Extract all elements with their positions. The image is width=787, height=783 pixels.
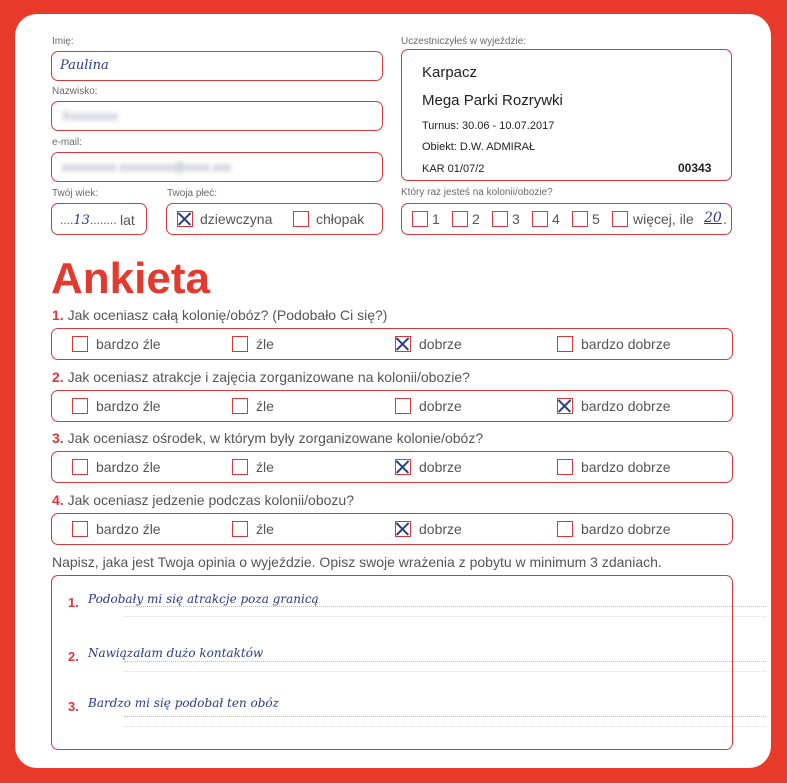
rating-row-3 bbox=[51, 451, 733, 483]
times-checkbox-3[interactable] bbox=[492, 211, 508, 227]
rating-checkbox-1-4[interactable] bbox=[557, 336, 573, 352]
surname-label: Nazwisko: bbox=[52, 86, 98, 97]
rating-option-label: dobrze bbox=[419, 398, 462, 414]
times-checkbox-4[interactable] bbox=[532, 211, 548, 227]
times-group bbox=[401, 203, 732, 235]
rating-checkbox-4-4[interactable] bbox=[557, 521, 573, 537]
surname-field[interactable] bbox=[51, 101, 383, 131]
question-text: Jak oceniasz atrakcje i zajęcia zorganizowane na kolonii/obozie? bbox=[67, 369, 470, 385]
trip-name: Mega Parki Rozrywki bbox=[422, 92, 563, 109]
rating-checkbox-3-1[interactable] bbox=[72, 459, 88, 475]
gender-group bbox=[166, 203, 383, 235]
answer-line-3 bbox=[124, 716, 766, 717]
answer-line-3b bbox=[124, 726, 766, 727]
times-option-1: 1 bbox=[432, 211, 440, 227]
rating-option-label: dobrze bbox=[419, 521, 462, 537]
age-unit: lat bbox=[120, 212, 135, 228]
answer-text-1: Podobały mi się atrakcje poza granicą bbox=[88, 592, 319, 606]
times-checkbox-5[interactable] bbox=[572, 211, 588, 227]
rating-option-label: bardzo dobrze bbox=[581, 521, 671, 537]
rating-checkbox-1-1[interactable] bbox=[72, 336, 88, 352]
age-field[interactable] bbox=[51, 203, 147, 235]
rating-checkbox-4-3[interactable] bbox=[395, 521, 411, 537]
rating-checkbox-1-3[interactable] bbox=[395, 336, 411, 352]
email-field[interactable] bbox=[51, 152, 383, 182]
rating-checkbox-3-2[interactable] bbox=[232, 459, 248, 475]
question-3 bbox=[52, 430, 483, 446]
question-1 bbox=[52, 307, 387, 323]
obiekt-value: D.W. ADMIRAŁ bbox=[459, 141, 536, 153]
question-number: 1. bbox=[52, 307, 64, 323]
trip-code: KAR 01/07/2 bbox=[422, 163, 485, 175]
turnus-label: Turnus: bbox=[422, 120, 459, 132]
gender-option-boy: chłopak bbox=[316, 211, 365, 227]
rating-row-1 bbox=[51, 328, 733, 360]
rating-option-label: bardzo źle bbox=[96, 521, 161, 537]
gender-option-girl: dziewczyna bbox=[200, 211, 273, 227]
age-dots-left: .... bbox=[60, 213, 74, 227]
answer-number-2: 2. bbox=[68, 649, 79, 664]
question-text: Jak oceniasz całą kolonię/obóz? (Podobało Ci się?) bbox=[67, 307, 388, 323]
trip-label: Uczestniczyłeś w wyjeździe: bbox=[401, 36, 527, 47]
turnus-value: 30.06 - 10.07.2017 bbox=[461, 120, 555, 132]
question-text: Jak oceniasz jedzenie podczas kolonii/obozu? bbox=[67, 492, 354, 508]
rating-checkbox-2-4[interactable] bbox=[557, 398, 573, 414]
rating-row-4 bbox=[51, 513, 733, 545]
name-value: Paulina bbox=[60, 58, 109, 73]
times-option-3: 3 bbox=[512, 211, 520, 227]
age-value: 13 bbox=[73, 213, 90, 228]
gender-label: Twoja płeć: bbox=[167, 188, 218, 199]
email-label: e-mail: bbox=[52, 137, 83, 148]
question-text: Jak oceniasz ośrodek, w którym były zorganizowane kolonie/obóz? bbox=[67, 430, 484, 446]
opinion-box[interactable] bbox=[51, 575, 733, 750]
name-field[interactable] bbox=[51, 51, 383, 81]
survey-title: Ankieta bbox=[51, 254, 210, 303]
email-value-blurred: xxxxxxxxx.xxxxxxxxx@xxxx.xxx bbox=[62, 160, 231, 174]
rating-option-label: źle bbox=[256, 521, 274, 537]
gender-checkbox-boy[interactable] bbox=[293, 211, 309, 227]
rating-option-label: źle bbox=[256, 459, 274, 475]
rating-option-label: dobrze bbox=[419, 459, 462, 475]
rating-option-label: źle bbox=[256, 336, 274, 352]
rating-checkbox-4-1[interactable] bbox=[72, 521, 88, 537]
times-option-5: 5 bbox=[592, 211, 600, 227]
age-label: Twój wiek: bbox=[52, 188, 99, 199]
rating-row-2 bbox=[51, 390, 733, 422]
answer-line-2b bbox=[124, 671, 766, 672]
times-checkbox-2[interactable] bbox=[452, 211, 468, 227]
answer-line-1b bbox=[124, 616, 766, 617]
trip-city: Karpacz bbox=[422, 64, 478, 81]
rating-option-label: bardzo dobrze bbox=[581, 459, 671, 475]
trip-number: 00343 bbox=[678, 161, 712, 175]
rating-checkbox-3-3[interactable] bbox=[395, 459, 411, 475]
rating-option-label: źle bbox=[256, 398, 274, 414]
times-more-dot: . bbox=[723, 211, 727, 227]
times-checkbox-1[interactable] bbox=[412, 211, 428, 227]
form-sheet bbox=[15, 14, 771, 768]
rating-option-label: bardzo dobrze bbox=[581, 398, 671, 414]
rating-checkbox-3-4[interactable] bbox=[557, 459, 573, 475]
question-number: 3. bbox=[52, 430, 64, 446]
obiekt-label: Obiekt: bbox=[422, 141, 457, 153]
rating-option-label: bardzo źle bbox=[96, 336, 161, 352]
rating-checkbox-2-2[interactable] bbox=[232, 398, 248, 414]
times-checkbox-more[interactable] bbox=[612, 211, 628, 227]
times-option-2: 2 bbox=[472, 211, 480, 227]
question-number: 4. bbox=[52, 492, 64, 508]
gender-checkbox-girl[interactable] bbox=[177, 211, 193, 227]
rating-checkbox-2-3[interactable] bbox=[395, 398, 411, 414]
answer-text-3: Bardzo mi się podobał ten obóz bbox=[88, 696, 279, 710]
age-dots-right: ........ bbox=[89, 213, 117, 227]
rating-option-label: bardzo źle bbox=[96, 398, 161, 414]
answer-text-2: Nawiązałam dużo kontaktów bbox=[88, 646, 264, 660]
question-2 bbox=[52, 369, 470, 385]
opinion-prompt: Napisz, jaka jest Twoja opinia o wyjeździe. Opisz swoje wrażenia z pobytu w minimum 3 zdaniach. bbox=[52, 554, 662, 570]
rating-checkbox-1-2[interactable] bbox=[232, 336, 248, 352]
times-label: Który raz jesteś na kolonii/obozie? bbox=[401, 187, 553, 198]
times-option-4: 4 bbox=[552, 211, 560, 227]
surname-value-blurred: Xxxxxxxxx bbox=[62, 109, 119, 123]
question-4 bbox=[52, 492, 354, 508]
answer-line-2 bbox=[124, 661, 766, 662]
times-option-more: więcej, ile bbox=[633, 211, 694, 227]
answer-number-3: 3. bbox=[68, 699, 79, 714]
rating-checkbox-2-1[interactable] bbox=[72, 398, 88, 414]
answer-number-1: 1. bbox=[68, 595, 79, 610]
trip-info-box bbox=[401, 49, 732, 181]
rating-checkbox-4-2[interactable] bbox=[232, 521, 248, 537]
question-number: 2. bbox=[52, 369, 64, 385]
times-more-value: 20 bbox=[704, 210, 722, 226]
rating-option-label: bardzo źle bbox=[96, 459, 161, 475]
rating-option-label: dobrze bbox=[419, 336, 462, 352]
name-label: Imię: bbox=[52, 36, 74, 47]
rating-option-label: bardzo dobrze bbox=[581, 336, 671, 352]
answer-line-1 bbox=[124, 606, 766, 607]
